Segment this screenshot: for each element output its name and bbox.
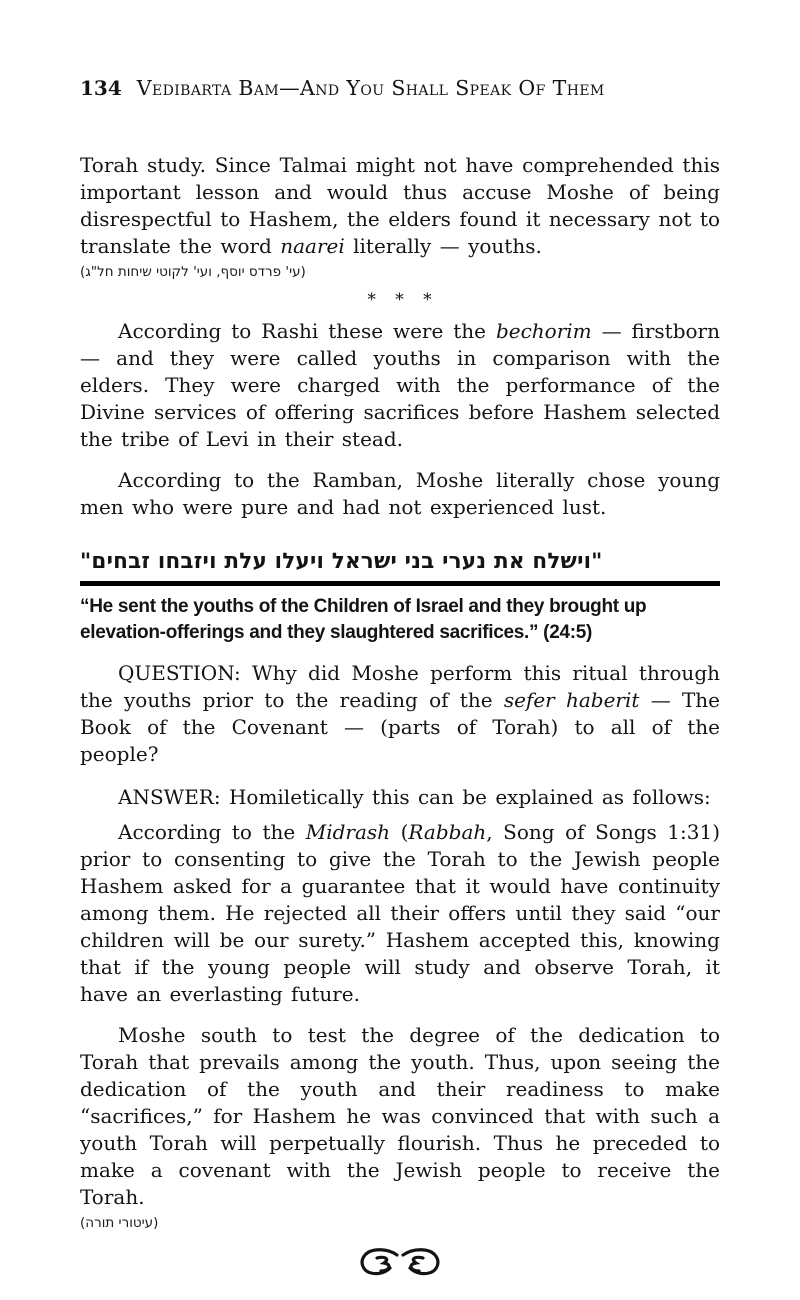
heading-rule [80, 581, 720, 586]
hebrew-verse-heading: "וישלח את נערי בני ישראל ויעלו עלת ויזבחו זבחים" [80, 549, 603, 574]
paragraph-moshe-covenant: Moshe south to test the degree of the dedication to Torah that prevails among the youth. Thus, upon seeing the dedication of the youth and their readiness to make “sacrifices,” for Hashem he was convinced that with such a youth Torah will perpetually flourish. Thus he preceded to make a covenant with the Jewish people to receive the Torah. [80, 1023, 720, 1209]
paragraph-midrash: According to the Midrash (Rabbah, Song of Songs 1:31) prior to consenting to give the Torah to the Jewish people Hashem asked for a guarantee that it would have continuity among them. He rejected all their offers until they said “our children will be our surety.” Hashem accepted this, knowing that if the young people will study and observe Torah, it have an everlasting future. [80, 820, 721, 1006]
hebrew-citation-pardes-yosef: (עי' פרדס יוסף, ועי' לקוטי שיחות חל"ג) [80, 264, 306, 280]
paragraph-torah-study: Torah study. Since Talmai might not have comprehended this important lesson and would thus accuse Moshe of being disrespectful to Hashem, the elders found it necessary not to translate the word naarei literally — youths. [80, 153, 720, 258]
asterisk-separator: * * * [367, 290, 433, 310]
verse-translation-heading: “He sent the youths of the Children of Israel and they brought up elevation-offerings and they slaughtered sacrifices.” (24:5) [80, 596, 647, 643]
running-header [80, 0, 720, 100]
paragraph-ramban: According to the Ramban, Moshe literally chose young men who were pure and had not experienced lust. [80, 468, 720, 519]
fleuron-ornament-icon [80, 1247, 720, 1283]
paragraph-question: QUESTION: Why did Moshe perform this ritual through the youths prior to the reading of the sefer haberit — The Book of the Covenant — (parts of Torah) to all of the people? [80, 661, 721, 766]
running-title: Vedibarta Bam—And You Shall Speak Of Them [136, 76, 605, 100]
paragraph-answer: ANSWER: Homiletically this can be explained as follows: [118, 785, 711, 809]
page-number: 134 [80, 76, 122, 100]
paragraph-rashi: According to Rashi these were the bechorim — firstborn — and they were called youths in comparison with the elders. They were charged with the performance of the Divine services of offering sacrifices before Hashem selected the tribe of Levi in their stead. [80, 319, 720, 451]
hebrew-citation-iturei-torah: (עיטורי תורה) [80, 1215, 159, 1231]
